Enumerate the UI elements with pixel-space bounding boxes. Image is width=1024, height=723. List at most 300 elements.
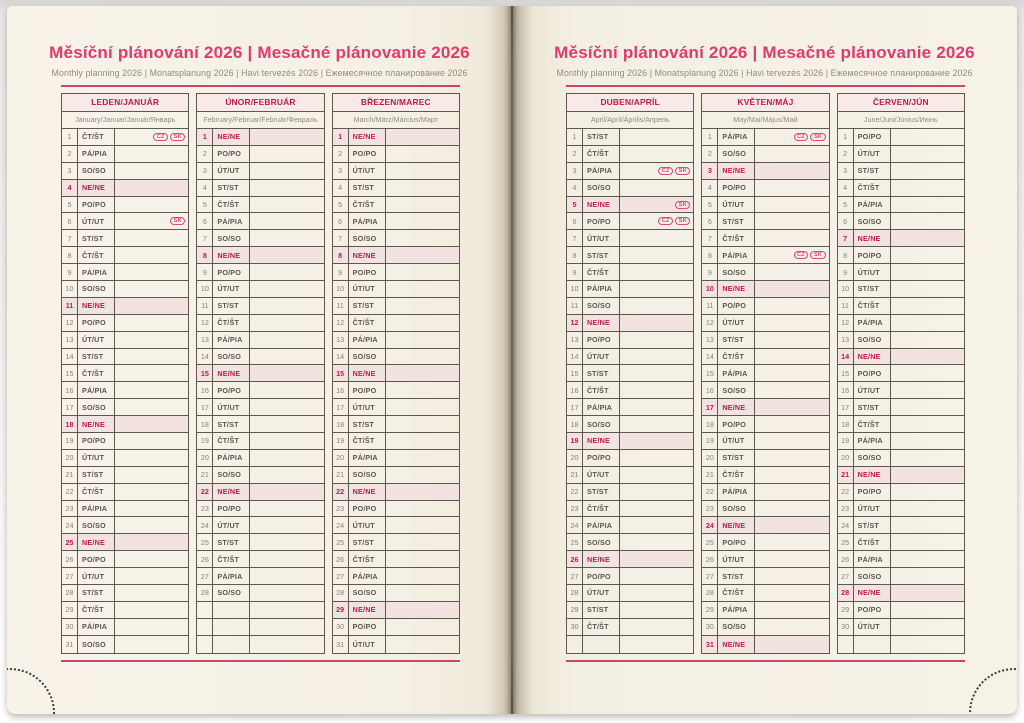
day-notes-cell	[891, 568, 964, 584]
day-row	[567, 585, 693, 602]
day-notes-cell	[891, 484, 964, 500]
day-number-cell: 15	[333, 365, 349, 381]
day-row	[702, 534, 828, 551]
holiday-badge-cz: CZ	[658, 167, 673, 175]
day-number-cell: 16	[567, 382, 583, 398]
day-row	[702, 467, 828, 484]
day-number-cell: 13	[567, 332, 583, 348]
day-number-cell: 17	[838, 399, 854, 415]
day-notes-cell	[386, 146, 459, 162]
day-row	[62, 602, 188, 619]
holiday-badge-cz: CZ	[658, 217, 673, 225]
day-number-cell: 1	[838, 129, 854, 145]
day-weekday-cell: ČT/ŠT	[78, 484, 115, 500]
day-number-cell: 4	[62, 180, 78, 196]
day-number-cell: 27	[333, 568, 349, 584]
day-row	[62, 264, 188, 281]
day-weekday-cell: ÚT/UT	[854, 619, 891, 635]
day-weekday-cell: SO/SO	[854, 568, 891, 584]
day-number-cell: 11	[567, 298, 583, 314]
day-number-cell: 5	[567, 197, 583, 213]
day-weekday-cell: NE/NE	[213, 129, 250, 145]
day-number-cell: 4	[197, 180, 213, 196]
day-notes-cell	[891, 213, 964, 229]
day-notes-cell	[755, 602, 828, 618]
day-row	[197, 382, 323, 399]
day-notes-cell	[620, 230, 693, 246]
day-notes-cell	[250, 382, 323, 398]
day-notes-cell	[386, 568, 459, 584]
day-number-cell: 28	[62, 585, 78, 601]
day-notes-cell	[891, 332, 964, 348]
day-row-sunday	[838, 230, 964, 247]
day-weekday-cell: ÚT/UT	[78, 332, 115, 348]
day-weekday-cell: SO/SO	[854, 213, 891, 229]
day-weekday-cell: ÚT/UT	[349, 636, 386, 653]
day-notes-cell	[115, 298, 188, 314]
day-row	[62, 619, 188, 636]
day-number-cell: 23	[567, 501, 583, 517]
month-name-header: DUBEN/APRÍL	[567, 94, 693, 112]
day-notes-cell	[386, 213, 459, 229]
day-row	[702, 484, 828, 501]
day-notes-cell	[755, 197, 828, 213]
day-weekday-cell: ST/ST	[583, 247, 620, 263]
day-notes-cell	[620, 281, 693, 297]
day-row	[197, 315, 323, 332]
day-row	[567, 501, 693, 518]
day-notes-cell	[891, 349, 964, 365]
day-row-sunday	[567, 551, 693, 568]
day-notes-cell	[620, 247, 693, 263]
month-column	[332, 93, 460, 654]
day-number-cell: 15	[567, 365, 583, 381]
day-weekday-cell: PÁ/PIA	[78, 619, 115, 635]
day-notes-cell	[891, 180, 964, 196]
day-weekday-cell: PO/PO	[718, 534, 755, 550]
month-name-header: KVĚTEN/MÁJ	[702, 94, 828, 112]
day-notes-cell	[115, 129, 188, 145]
day-number-cell: 15	[838, 365, 854, 381]
day-row	[838, 129, 964, 146]
day-row	[567, 382, 693, 399]
day-weekday-cell: PO/PO	[78, 551, 115, 567]
day-weekday-cell: ÚT/UT	[78, 450, 115, 466]
day-row	[197, 197, 323, 214]
empty-day-row	[197, 636, 323, 653]
day-row	[333, 568, 459, 585]
day-weekday-cell: ČT/ŠT	[349, 197, 386, 213]
day-weekday-cell: ÚT/UT	[718, 197, 755, 213]
day-weekday-cell: NE/NE	[718, 163, 755, 179]
day-number-cell	[197, 602, 213, 618]
day-weekday-cell: SO/SO	[718, 146, 755, 162]
day-notes-cell	[115, 450, 188, 466]
day-notes-cell	[386, 399, 459, 415]
day-weekday-cell: ČT/ŠT	[349, 551, 386, 567]
day-number-cell: 16	[62, 382, 78, 398]
day-number-cell: 10	[333, 281, 349, 297]
day-row	[62, 433, 188, 450]
day-number-cell: 26	[333, 551, 349, 567]
day-row	[62, 146, 188, 163]
day-row-sunday	[567, 315, 693, 332]
day-notes-cell	[891, 382, 964, 398]
day-weekday-cell: PÁ/PIA	[583, 517, 620, 533]
day-number-cell: 10	[567, 281, 583, 297]
holiday-badge-cz: CZ	[794, 251, 809, 259]
day-notes-cell	[891, 129, 964, 145]
day-notes-cell	[115, 636, 188, 653]
day-weekday-cell	[213, 602, 250, 618]
day-row	[702, 213, 828, 230]
day-row-sunday	[62, 298, 188, 315]
day-notes-cell	[115, 399, 188, 415]
day-notes-cell	[250, 551, 323, 567]
day-number-cell: 12	[197, 315, 213, 331]
day-row-sunday	[62, 180, 188, 197]
day-row	[838, 568, 964, 585]
day-notes-cell	[386, 230, 459, 246]
day-number-cell: 24	[197, 517, 213, 533]
day-number-cell: 1	[702, 129, 718, 145]
day-notes-cell	[386, 517, 459, 533]
day-weekday-cell: PÁ/PIA	[349, 450, 386, 466]
month-name-header: ÚNOR/FEBRUÁR	[197, 94, 323, 112]
day-notes-cell	[620, 636, 693, 653]
day-number-cell: 25	[197, 534, 213, 550]
day-notes-cell	[386, 467, 459, 483]
day-number-cell: 18	[702, 416, 718, 432]
day-weekday-cell: ČT/ŠT	[78, 602, 115, 618]
day-number-cell: 5	[702, 197, 718, 213]
day-notes-cell	[250, 332, 323, 348]
day-row-sunday	[333, 129, 459, 146]
day-number-cell: 14	[333, 349, 349, 365]
day-weekday-cell: ST/ST	[583, 365, 620, 381]
day-weekday-cell: ČT/ŠT	[213, 433, 250, 449]
day-notes-cell	[250, 315, 323, 331]
day-weekday-cell: ČT/ŠT	[583, 146, 620, 162]
day-weekday-cell: ÚT/UT	[78, 568, 115, 584]
day-weekday-cell: PÁ/PIA	[718, 602, 755, 618]
day-weekday-cell: ÚT/UT	[213, 163, 250, 179]
day-row-sunday	[333, 365, 459, 382]
month-column	[61, 93, 189, 654]
day-number-cell: 19	[567, 433, 583, 449]
day-notes-cell	[250, 636, 323, 653]
day-number-cell: 25	[567, 534, 583, 550]
day-notes-cell	[755, 247, 828, 263]
day-weekday-cell: ST/ST	[718, 450, 755, 466]
day-row	[567, 534, 693, 551]
day-weekday-cell: ÚT/UT	[718, 433, 755, 449]
month-column	[837, 93, 965, 654]
day-weekday-cell: NE/NE	[349, 484, 386, 500]
day-weekday-cell: PO/PO	[213, 264, 250, 280]
day-row	[333, 197, 459, 214]
day-weekday-cell: SO/SO	[583, 416, 620, 432]
day-notes-cell	[250, 467, 323, 483]
day-weekday-cell: ČT/ŠT	[583, 501, 620, 517]
day-number-cell: 22	[333, 484, 349, 500]
day-notes-cell	[891, 163, 964, 179]
day-row	[567, 467, 693, 484]
day-weekday-cell: NE/NE	[349, 365, 386, 381]
day-row	[702, 619, 828, 636]
day-notes-cell	[115, 264, 188, 280]
day-weekday-cell: SO/SO	[349, 467, 386, 483]
day-weekday-cell: ST/ST	[213, 416, 250, 432]
day-number-cell: 15	[702, 365, 718, 381]
day-row	[567, 568, 693, 585]
day-weekday-cell: PÁ/PIA	[718, 247, 755, 263]
day-weekday-cell: ST/ST	[583, 484, 620, 500]
day-notes-cell	[115, 382, 188, 398]
day-row	[702, 247, 828, 264]
day-row	[333, 636, 459, 653]
day-weekday-cell: NE/NE	[213, 365, 250, 381]
day-notes-cell	[115, 247, 188, 263]
day-weekday-cell: ST/ST	[718, 213, 755, 229]
day-row	[197, 517, 323, 534]
day-row	[567, 230, 693, 247]
day-number-cell: 7	[702, 230, 718, 246]
day-row	[333, 298, 459, 315]
day-notes-cell	[386, 315, 459, 331]
day-row	[197, 332, 323, 349]
day-weekday-cell: SO/SO	[78, 399, 115, 415]
month-name-header: ČERVEN/JÚN	[838, 94, 964, 112]
day-number-cell: 12	[702, 315, 718, 331]
day-notes-cell	[250, 298, 323, 314]
day-notes-cell	[620, 213, 693, 229]
day-number-cell: 6	[62, 213, 78, 229]
day-weekday-cell: PO/PO	[718, 416, 755, 432]
day-weekday-cell: PO/PO	[583, 332, 620, 348]
day-number-cell	[197, 636, 213, 653]
day-row	[838, 213, 964, 230]
day-weekday-cell: SO/SO	[78, 163, 115, 179]
day-weekday-cell: PÁ/PIA	[718, 129, 755, 145]
day-row-sunday	[197, 365, 323, 382]
day-number-cell: 21	[197, 467, 213, 483]
day-notes-cell	[620, 467, 693, 483]
day-row	[333, 180, 459, 197]
day-row	[333, 450, 459, 467]
day-row	[567, 332, 693, 349]
day-row-sunday	[702, 636, 828, 653]
day-notes-cell	[115, 568, 188, 584]
day-number-cell: 30	[62, 619, 78, 635]
day-notes-cell	[755, 349, 828, 365]
day-notes-cell	[620, 382, 693, 398]
day-number-cell: 5	[838, 197, 854, 213]
day-notes-cell	[620, 602, 693, 618]
day-notes-cell	[386, 585, 459, 601]
day-weekday-cell: ČT/ŠT	[854, 180, 891, 196]
day-number-cell: 29	[702, 602, 718, 618]
day-weekday-cell: PÁ/PIA	[583, 163, 620, 179]
day-weekday-cell: ČT/ŠT	[78, 247, 115, 263]
day-number-cell: 30	[838, 619, 854, 635]
day-weekday-cell: ČT/ŠT	[718, 585, 755, 601]
day-number-cell: 4	[838, 180, 854, 196]
day-weekday-cell: PÁ/PIA	[583, 281, 620, 297]
day-number-cell: 11	[702, 298, 718, 314]
day-weekday-cell: NE/NE	[583, 197, 620, 213]
day-row	[62, 163, 188, 180]
day-row	[197, 230, 323, 247]
day-number-cell: 27	[838, 568, 854, 584]
day-number-cell: 2	[333, 146, 349, 162]
day-weekday-cell: PÁ/PIA	[78, 382, 115, 398]
day-number-cell: 28	[702, 585, 718, 601]
day-row	[197, 213, 323, 230]
day-weekday-cell: ÚT/UT	[349, 281, 386, 297]
month-languages-subheader: February/Februar/Február/Февраль	[197, 112, 323, 129]
day-row	[567, 213, 693, 230]
day-number-cell: 26	[838, 551, 854, 567]
day-number-cell: 31	[702, 636, 718, 653]
day-number-cell: 11	[333, 298, 349, 314]
month-languages-subheader: March/März/Március/Март	[333, 112, 459, 129]
day-weekday-cell	[854, 636, 891, 653]
corner-perforation-arc	[7, 668, 55, 714]
day-weekday-cell: SO/SO	[583, 298, 620, 314]
day-row	[838, 551, 964, 568]
day-weekday-cell: PO/PO	[349, 501, 386, 517]
day-number-cell: 2	[62, 146, 78, 162]
day-number-cell: 16	[838, 382, 854, 398]
day-notes-cell	[891, 450, 964, 466]
day-number-cell: 14	[567, 349, 583, 365]
day-number-cell: 17	[197, 399, 213, 415]
day-row	[197, 180, 323, 197]
day-notes-cell	[250, 146, 323, 162]
day-weekday-cell: SO/SO	[213, 349, 250, 365]
day-notes-cell	[891, 517, 964, 533]
month-languages-subheader: April/April/Április/Апрель	[567, 112, 693, 129]
day-notes-cell	[115, 315, 188, 331]
day-row	[197, 568, 323, 585]
day-weekday-cell: PO/PO	[349, 264, 386, 280]
day-notes-cell	[891, 365, 964, 381]
day-number-cell: 27	[62, 568, 78, 584]
day-row	[197, 399, 323, 416]
day-number-cell: 23	[197, 501, 213, 517]
day-number-cell: 19	[838, 433, 854, 449]
diary-page-left	[7, 6, 512, 714]
day-notes-cell	[891, 585, 964, 601]
day-number-cell: 17	[333, 399, 349, 415]
month-languages-subheader: May/Mai/Május/Май	[702, 112, 828, 129]
day-row	[702, 382, 828, 399]
day-weekday-cell: SO/SO	[349, 349, 386, 365]
day-notes-cell	[115, 281, 188, 297]
day-row	[62, 332, 188, 349]
day-weekday-cell: ČT/ŠT	[583, 619, 620, 635]
day-notes-cell	[620, 264, 693, 280]
day-number-cell: 24	[567, 517, 583, 533]
day-number-cell: 21	[838, 467, 854, 483]
day-notes-cell	[386, 163, 459, 179]
day-weekday-cell: SO/SO	[78, 517, 115, 533]
day-notes-cell	[620, 365, 693, 381]
day-row	[567, 298, 693, 315]
day-number-cell: 21	[702, 467, 718, 483]
day-row	[838, 433, 964, 450]
day-weekday-cell: NE/NE	[78, 298, 115, 314]
day-number-cell: 1	[62, 129, 78, 145]
day-weekday-cell: ČT/ŠT	[583, 382, 620, 398]
day-number-cell: 12	[62, 315, 78, 331]
day-row	[333, 416, 459, 433]
day-number-cell: 26	[702, 551, 718, 567]
day-weekday-cell: NE/NE	[583, 433, 620, 449]
empty-day-row	[197, 619, 323, 636]
day-number-cell: 28	[333, 585, 349, 601]
day-weekday-cell: ČT/ŠT	[213, 315, 250, 331]
day-row	[702, 146, 828, 163]
day-row	[567, 247, 693, 264]
day-row-sunday	[333, 602, 459, 619]
day-notes-cell	[620, 298, 693, 314]
day-number-cell: 25	[838, 534, 854, 550]
day-row	[62, 517, 188, 534]
day-number-cell: 3	[333, 163, 349, 179]
day-row	[702, 365, 828, 382]
day-notes-cell	[891, 315, 964, 331]
day-notes-cell	[386, 298, 459, 314]
day-notes-cell	[755, 467, 828, 483]
day-number-cell: 30	[567, 619, 583, 635]
day-weekday-cell: PÁ/PIA	[854, 433, 891, 449]
day-number-cell: 6	[567, 213, 583, 229]
day-row	[62, 484, 188, 501]
day-row	[333, 534, 459, 551]
day-number-cell: 8	[567, 247, 583, 263]
day-weekday-cell: PÁ/PIA	[583, 399, 620, 415]
day-weekday-cell: ČT/ŠT	[854, 534, 891, 550]
day-row	[333, 517, 459, 534]
day-number-cell: 2	[702, 146, 718, 162]
day-row	[62, 585, 188, 602]
day-row	[62, 197, 188, 214]
day-weekday-cell: ST/ST	[349, 416, 386, 432]
footer-divider-rule	[61, 660, 460, 662]
day-row	[567, 517, 693, 534]
day-weekday-cell: PO/PO	[583, 450, 620, 466]
day-notes-cell	[755, 365, 828, 381]
day-number-cell: 19	[702, 433, 718, 449]
day-number-cell: 22	[197, 484, 213, 500]
day-notes-cell	[755, 213, 828, 229]
day-number-cell: 8	[702, 247, 718, 263]
day-row	[838, 602, 964, 619]
day-weekday-cell: ČT/ŠT	[718, 467, 755, 483]
day-notes-cell	[386, 484, 459, 500]
day-weekday-cell: NE/NE	[854, 230, 891, 246]
day-notes-cell	[891, 636, 964, 653]
day-row-sunday	[197, 129, 323, 146]
day-weekday-cell: ÚT/UT	[349, 163, 386, 179]
day-notes-cell	[250, 180, 323, 196]
holiday-badge-sk: SK	[675, 167, 690, 175]
day-notes-cell	[891, 281, 964, 297]
day-weekday-cell: NE/NE	[78, 180, 115, 196]
day-notes-cell	[620, 534, 693, 550]
